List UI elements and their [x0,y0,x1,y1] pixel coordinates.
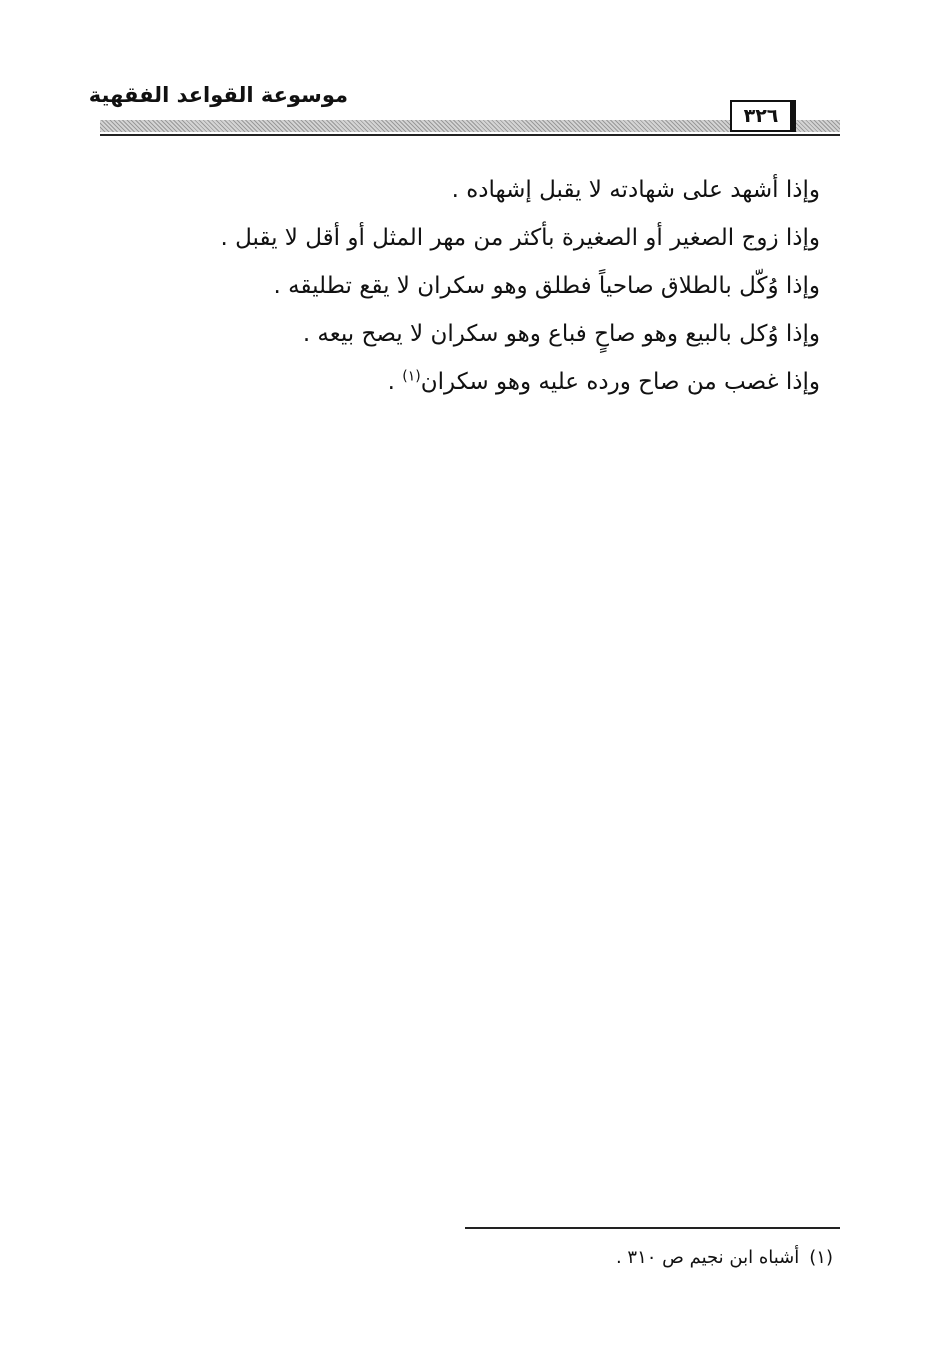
page-number: ٣٢٦ [730,100,796,132]
main-text [140,166,820,406]
footnote [440,1244,833,1272]
footnote-text: أشباه ابن نجيم ص ٣١٠ . [615,1247,800,1268]
header-rule [100,134,840,136]
footnote-number: (١) [809,1247,833,1268]
text-line-end: . [387,369,403,395]
text-line: وإذا وُكّل بالطلاق صاحياً فطلق وهو سكران لا يقع تطليقه . [273,273,820,299]
header-decorative-band [100,120,840,132]
header-title: موسوعة القواعد الفقهية [88,83,348,107]
text-line: وإذا وُكل بالبيع وهو صاحٍ فباع وهو سكران لا يصح بيعه . [302,321,820,347]
footnote-separator [465,1227,840,1229]
footnote-marker[interactable]: (١) [402,368,421,385]
text-line: وإذا أشهد على شهادته لا يقبل إشهاده . [451,177,820,203]
text-line: وإذا زوج الصغير أو الصغيرة بأكثر من مهر المثل أو أقل لا يقبل . [220,225,820,251]
text-line-content: وإذا غصب من صاح ورده عليه وهو سكران [420,369,820,395]
text-line-last [140,358,820,406]
